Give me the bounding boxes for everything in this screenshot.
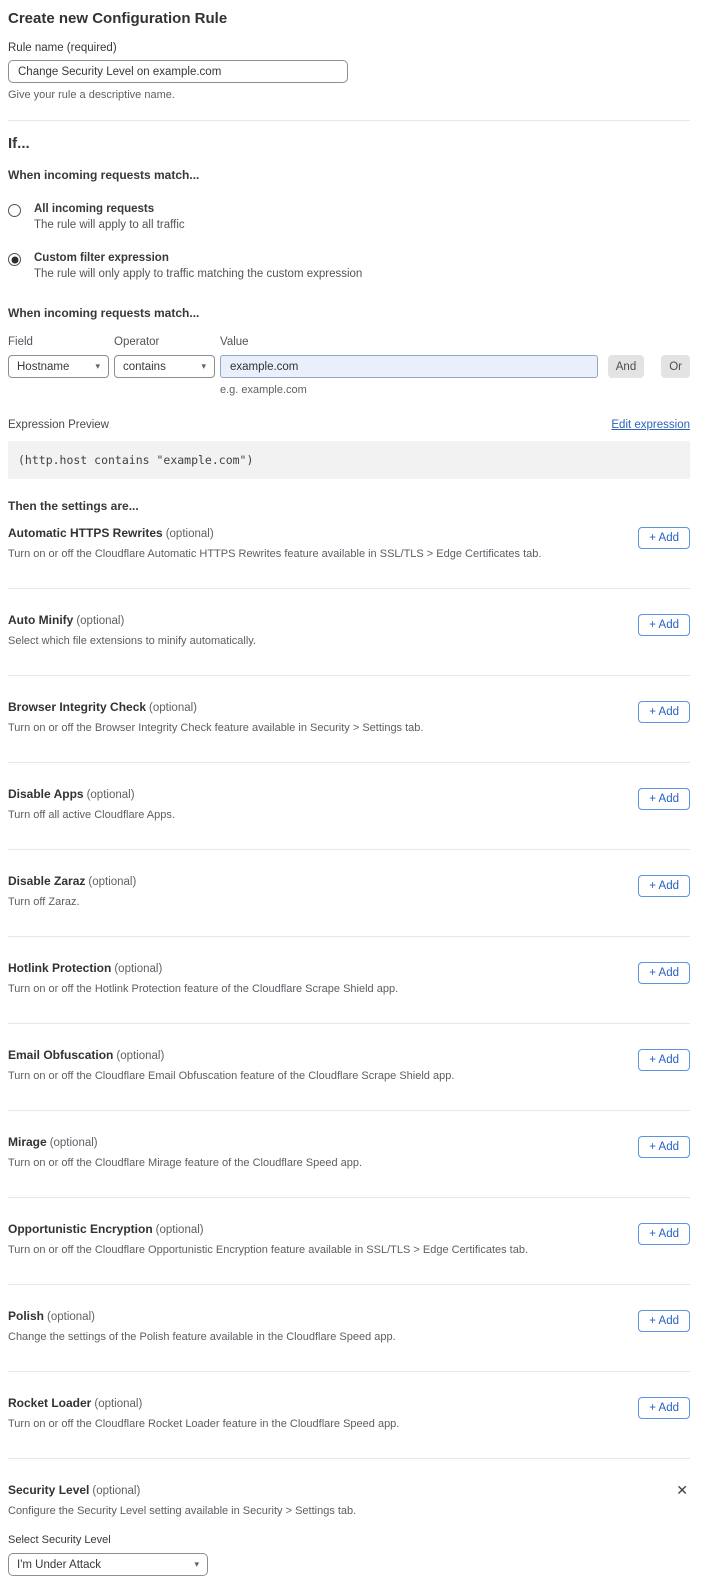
setting-title: Automatic HTTPS Rewrites (optional) [8, 526, 214, 540]
setting-text [8, 961, 398, 995]
add-button[interactable]: + Add [638, 1136, 690, 1158]
setting-title: Opportunistic Encryption (optional) [8, 1222, 204, 1236]
setting-description: Turn on or off the Cloudflare Opportunistic Encryption feature available in SSL/TLS > Edge Certificates tab. [8, 1244, 529, 1256]
expression-code-block: (http.host contains "example.com") [8, 441, 690, 479]
radio-custom-filter-expression[interactable] [8, 252, 690, 280]
operator-select-value: contains [123, 360, 166, 373]
setting-text [8, 526, 541, 560]
optional-tag: (optional) [94, 1398, 143, 1410]
setting-title: Browser Integrity Check (optional) [8, 700, 197, 714]
value-helper: e.g. example.com [220, 384, 307, 396]
setting-row-automatic-https-rewrites [8, 513, 690, 589]
setting-description: Turn off all active Cloudflare Apps. [8, 809, 175, 821]
add-button[interactable]: + Add [638, 962, 690, 984]
setting-title: Disable Zaraz (optional) [8, 874, 137, 888]
radio-button-icon[interactable] [8, 204, 21, 217]
setting-text [8, 1048, 454, 1082]
radio-text [34, 203, 185, 231]
edit-expression-link[interactable]: Edit expression [611, 419, 690, 431]
rule-name-helper: Give your rule a descriptive name. [8, 89, 175, 101]
security-level-select-label: Select Security Level [8, 1534, 111, 1546]
then-heading: Then the settings are... [8, 499, 139, 513]
add-button[interactable]: + Add [638, 875, 690, 897]
setting-description: Change the settings of the Polish feature available in the Cloudflare Speed app. [8, 1331, 396, 1343]
setting-title: Hotlink Protection (optional) [8, 961, 163, 975]
optional-tag: (optional) [49, 1137, 98, 1149]
setting-row-disable-apps [8, 763, 690, 850]
setting-row-security-level-expanded [8, 1459, 690, 1576]
radio-description: The rule will apply to all traffic [34, 219, 185, 231]
builder-heading: When incoming requests match... [8, 306, 200, 320]
setting-text [8, 700, 423, 734]
page-title: Create new Configuration Rule [8, 10, 228, 27]
optional-tag: (optional) [76, 615, 125, 627]
setting-description: Turn on or off the Hotlink Protection feature of the Cloudflare Scrape Shield app. [8, 983, 399, 995]
section-divider [8, 120, 690, 121]
setting-title: Mirage (optional) [8, 1135, 98, 1149]
optional-tag: (optional) [86, 789, 135, 801]
add-button[interactable]: + Add [638, 1049, 690, 1071]
optional-tag: (optional) [116, 1050, 165, 1062]
operator-select[interactable] [114, 355, 215, 378]
security-level-select-value: I'm Under Attack [17, 1558, 102, 1571]
add-button[interactable]: + Add [638, 1310, 690, 1332]
security-level-select[interactable] [8, 1553, 208, 1576]
setting-row-auto-minify [8, 589, 690, 676]
setting-row-opportunistic-encryption [8, 1198, 690, 1285]
setting-title: Auto Minify (optional) [8, 613, 125, 627]
filter-builder-row [8, 336, 690, 378]
radio-label: Custom filter expression [34, 252, 169, 264]
setting-row-browser-integrity-check [8, 676, 690, 763]
value-label: Value [220, 336, 249, 348]
setting-row-polish [8, 1285, 690, 1372]
setting-text [8, 1135, 362, 1169]
rule-name-input[interactable] [8, 60, 348, 83]
expression-preview-row [8, 419, 690, 431]
setting-row-mirage [8, 1111, 690, 1198]
radio-dot [11, 256, 18, 263]
setting-title: Rocket Loader (optional) [8, 1396, 143, 1410]
if-heading: If... [8, 135, 30, 152]
operator-label: Operator [114, 336, 160, 348]
setting-description: Turn on or off the Cloudflare Mirage feature of the Cloudflare Speed app. [8, 1157, 363, 1169]
setting-row-hotlink-protection [8, 937, 690, 1024]
expanded-setting-header [8, 1483, 690, 1497]
field-select[interactable] [8, 355, 109, 378]
radio-label: All incoming requests [34, 203, 155, 215]
chevron-down-icon: ▾ [95, 361, 100, 371]
rule-name-label: Rule name (required) [8, 42, 117, 54]
match-heading: When incoming requests match... [8, 168, 200, 182]
setting-description: Turn on or off the Browser Integrity Check feature available in Security > Settings tab. [8, 722, 424, 734]
setting-text [8, 787, 175, 821]
radio-button-icon[interactable] [8, 253, 21, 266]
optional-tag: (optional) [149, 702, 197, 714]
chevron-down-icon: ▾ [194, 1559, 199, 1569]
value-input[interactable] [220, 355, 598, 378]
setting-text [8, 1309, 396, 1343]
expression-preview-label: Expression Preview [8, 419, 109, 431]
radio-description: The rule will only apply to traffic matching the custom expression [34, 268, 363, 280]
operator-column [114, 336, 215, 378]
close-icon[interactable]: ✕ [676, 1482, 688, 1498]
setting-text [8, 874, 136, 908]
setting-title: Disable Apps (optional) [8, 787, 135, 801]
chevron-down-icon: ▾ [201, 361, 206, 371]
field-select-value: Hostname [17, 360, 70, 373]
optional-tag: (optional) [47, 1311, 95, 1323]
setting-text [8, 1222, 528, 1256]
add-button[interactable]: + Add [638, 701, 690, 723]
setting-description: Turn on or off the Cloudflare Automatic HTTPS Rewrites feature available in SSL/TLS > Edge Certificates tab. [8, 548, 542, 560]
add-button[interactable]: + Add [638, 1223, 690, 1245]
optional-tag: (optional) [155, 1224, 204, 1236]
setting-description: Turn on or off the Cloudflare Rocket Loader feature in the Cloudflare Speed app. [8, 1418, 400, 1430]
setting-description: Select which file extensions to minify automatically. [8, 635, 257, 647]
field-column [8, 336, 109, 378]
add-button[interactable]: + Add [638, 614, 690, 636]
setting-row-disable-zaraz [8, 850, 690, 937]
settings-list [8, 513, 690, 1576]
field-label: Field [8, 336, 33, 348]
setting-row-email-obfuscation [8, 1024, 690, 1111]
setting-text [8, 1396, 399, 1430]
setting-description: Turn off Zaraz. [8, 896, 80, 908]
setting-title: Email Obfuscation (optional) [8, 1048, 165, 1062]
setting-row-rocket-loader [8, 1372, 690, 1459]
optional-tag: (optional) [88, 876, 137, 888]
optional-tag: (optional) [114, 963, 163, 975]
value-column [220, 336, 598, 378]
or-button[interactable]: Or [661, 355, 690, 378]
setting-description: Turn on or off the Cloudflare Email Obfuscation feature of the Cloudflare Scrape Shield app. [8, 1070, 455, 1082]
setting-title: Security Level (optional) [8, 1483, 141, 1497]
and-button[interactable]: And [608, 355, 644, 378]
setting-description: Configure the Security Level setting available in Security > Settings tab. [8, 1505, 357, 1517]
add-button[interactable]: + Add [638, 788, 690, 810]
setting-text [8, 613, 256, 647]
radio-all-incoming-requests[interactable] [8, 203, 690, 231]
optional-tag: (optional) [92, 1485, 141, 1497]
radio-text [34, 252, 362, 280]
optional-tag: (optional) [165, 528, 214, 540]
setting-title: Polish (optional) [8, 1309, 95, 1323]
add-button[interactable]: + Add [638, 527, 690, 549]
add-button[interactable]: + Add [638, 1397, 690, 1419]
